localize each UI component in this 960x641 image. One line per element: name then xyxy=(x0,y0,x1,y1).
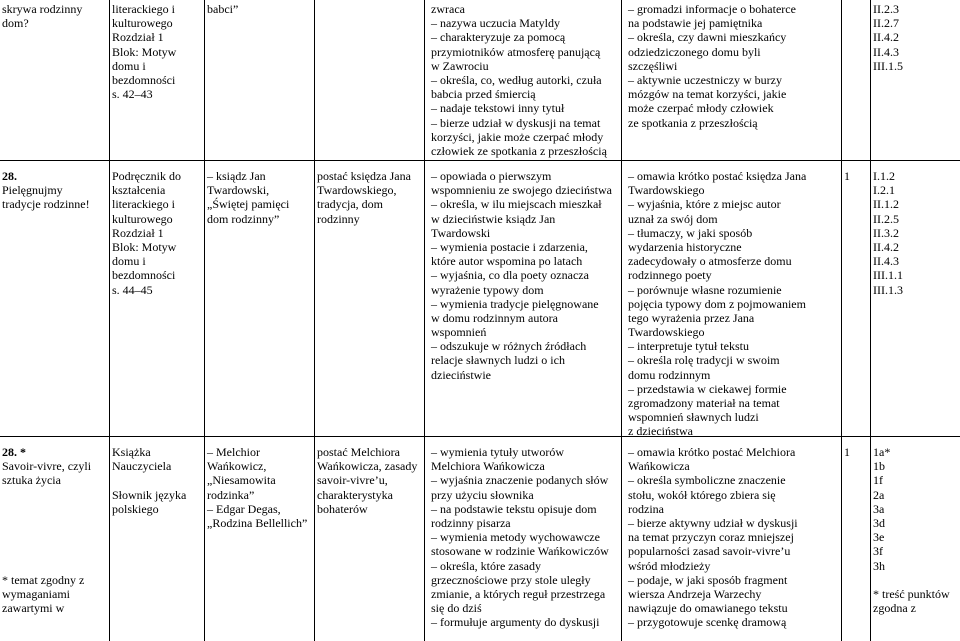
cell-text-line: literackiego i xyxy=(112,2,175,16)
cell-text-line: – określa rolę tradycji w swoim xyxy=(628,353,780,368)
cell-text-line: ze spotkania z przeszłością xyxy=(628,115,758,130)
cell-text-line: – porównuje własne rozumienie xyxy=(628,282,782,297)
cell-text-line: zmianie, a których reguł przestrzega xyxy=(431,586,606,601)
cell-text-line: s. 42–43 xyxy=(112,87,153,102)
cell-text-line: rodzinnego poety xyxy=(628,268,712,283)
cell-text-line: stosowane w rodzinie Wańkowiczów xyxy=(431,544,609,559)
cell-extended-requirements xyxy=(622,2,842,159)
cell-text-line: kształcenia xyxy=(112,183,166,198)
cell-materials xyxy=(110,2,205,159)
cell-text-line: wymaganiami xyxy=(2,586,70,601)
cell-text-line: * temat zgodny z xyxy=(2,572,85,587)
cell-text-line: stołu, wokół którego zbiera się xyxy=(628,487,776,502)
cell-text-line: – omawia krótko postać Melchiora xyxy=(628,445,796,459)
cell-text-line: mózgów na temat korzyści, jakie xyxy=(628,87,787,102)
cell-text-line: bezdomności xyxy=(112,268,176,283)
cell-text-line: Twardowski, xyxy=(207,183,270,198)
row-divider xyxy=(0,436,960,437)
cell-text-line: Książka xyxy=(112,445,151,459)
cell-text-line: Rozdział 1 xyxy=(112,225,164,240)
cell-text-line: w dzieciństwie ksiądz Jan xyxy=(431,211,556,226)
cell-basic-requirements xyxy=(425,2,622,159)
cell-text-line: – gromadzi informacje o bohaterce xyxy=(628,2,796,16)
cell-text-line: babcia przed śmiercią xyxy=(431,87,536,102)
cell-text-line: III.1.1 xyxy=(873,268,903,283)
cell-text-line: – przedstawia w ciekawej formie xyxy=(628,381,787,396)
cell-basic-requirements xyxy=(425,169,622,435)
cell-text-line: – ksiądz Jan xyxy=(207,169,266,183)
cell-text-line: wyrażenie typowy dom xyxy=(431,282,544,297)
cell-text-line: wspomnień xyxy=(431,325,487,340)
cell-text-line: – omawia krótko postać księdza Jana xyxy=(628,169,807,183)
column-divider xyxy=(424,0,425,641)
cell-text-line: 3d xyxy=(873,515,885,530)
cell-text-line: nawiązuje do omawianego tekstu xyxy=(628,601,788,616)
cell-text-line: – wymienia tytuły utworów xyxy=(431,445,564,459)
cell-text-line: II.4.2 xyxy=(873,30,899,45)
cell-text-line: II.2.3 xyxy=(873,2,899,16)
cell-text-line: dom rodzinny” xyxy=(207,211,280,226)
cell-text-line: Melchiora Wańkowicza xyxy=(431,459,545,474)
cell-text-line: postać księdza Jana xyxy=(317,169,411,183)
cell-text-line: człowiek ze spotkania z przeszłością xyxy=(431,143,607,158)
cell-text-line: Twardowskiego, xyxy=(317,183,397,198)
cell-texts xyxy=(205,169,315,435)
cell-text-line: relacje sławnych ludzi o ich xyxy=(431,353,565,368)
cell-text-line: które autor wspomina po latach xyxy=(431,254,583,269)
cell-texts xyxy=(205,445,315,640)
cell-text-line: – wymienia postacie i zdarzenia, xyxy=(431,239,588,254)
cell-text-line: zgodna z xyxy=(873,601,916,616)
cell-text-line: Wańkowicza xyxy=(628,459,690,474)
cell-text-line: się do dziś xyxy=(431,601,482,616)
cell-text-line: rodzinka” xyxy=(207,487,255,502)
cell-text-line: – bierze udział w dyskusji na temat xyxy=(431,115,601,130)
cell-text-line: „Niesamowita xyxy=(207,473,276,488)
cell-text-line: polskiego xyxy=(112,501,159,516)
cell-text-line: pojęcia typowy dom z pojmowaniem xyxy=(628,296,806,311)
cell-text-line: I.2.1 xyxy=(873,183,895,198)
column-divider xyxy=(204,0,205,641)
cell-text-line: 1f xyxy=(873,473,883,488)
column-divider xyxy=(841,0,842,641)
cell-text-line: – odszukuje w różnych źródłach xyxy=(431,339,587,354)
cell-text-line: – interpretuje tytuł tekstu xyxy=(628,339,749,354)
cell-text-line: III.1.3 xyxy=(873,282,903,297)
cell-text-line: skrywa rodzinny xyxy=(2,2,83,16)
cell-text-line: odziedziczonego domu byli xyxy=(628,44,761,59)
cell-text-line: II.4.3 xyxy=(873,44,899,59)
cell-text-line: Rozdział 1 xyxy=(112,30,164,45)
cell-text-line: w domu rodzinnym autora xyxy=(431,310,558,325)
cell-text-line: II.2.5 xyxy=(873,211,899,226)
cell-text-line: s. 44–45 xyxy=(112,282,153,297)
cell-text-line: – określa, w ilu miejscach mieszkał xyxy=(431,197,602,212)
column-divider xyxy=(109,0,110,641)
cell-text-line: 28. * xyxy=(2,445,26,459)
cell-text-line: 1b xyxy=(873,459,885,474)
cell-text-line: zawartymi w xyxy=(2,600,65,615)
cell-text-line: 1 xyxy=(844,169,850,183)
cell-text-line: II.1.2 xyxy=(873,197,899,212)
cell-extended-requirements xyxy=(622,169,842,435)
cell-text-line: Wańkowicza, zasady xyxy=(317,459,418,474)
cell-text-line: Wańkowicz, xyxy=(207,459,267,474)
cell-topic xyxy=(0,169,110,435)
cell-text-line: – tłumaczy, w jaki sposób xyxy=(628,225,753,240)
cell-text-line: rodzinny pisarza xyxy=(431,515,511,530)
cell-text-line: babci” xyxy=(207,2,239,16)
cell-text-line: bohaterów xyxy=(317,501,368,516)
cell-text-line: III.1.5 xyxy=(873,58,903,73)
cell-text-line: popularności zasad savoir-vivre’u xyxy=(628,544,791,559)
cell-text-line: 2a xyxy=(873,487,885,502)
cell-text-line: I.1.2 xyxy=(873,169,895,183)
cell-text-line: 3h xyxy=(873,558,885,573)
cell-text-line: Słownik języka xyxy=(112,487,187,502)
cell-text-line: Pielęgnujmy xyxy=(2,183,63,198)
cell-text-line: rodzinny xyxy=(317,211,360,226)
cell-text-line: – określa, co, według autorki, czuła xyxy=(431,72,602,87)
cell-standards xyxy=(871,2,960,159)
cell-text-line: na podstawie jej pamiętnika xyxy=(628,16,763,31)
column-divider xyxy=(314,0,315,641)
spacer xyxy=(2,488,108,573)
cell-text-line: II.4.3 xyxy=(873,254,899,269)
cell-text-line: wspomnień sławnych ludzi xyxy=(628,410,759,425)
cell-text-line: 1a* xyxy=(873,445,891,459)
cell-text-line: Blok: Motyw xyxy=(112,239,177,254)
cell-text-line xyxy=(112,473,203,487)
cell-text-line: w Zawrociu xyxy=(431,58,489,73)
cell-text-line: przy użyciu słownika xyxy=(431,487,534,502)
cell-text-line: korzyści, jakie może czerpać młody xyxy=(431,129,604,144)
cell-text-line: rodzina xyxy=(628,501,664,516)
cell-text-line: – aktywnie uczestniczy w burzy xyxy=(628,72,782,87)
cell-basic-requirements xyxy=(425,445,622,640)
cell-standards xyxy=(871,169,960,435)
cell-text-line: kulturowego xyxy=(112,16,173,31)
cell-text-line: 1 xyxy=(844,445,850,459)
cell-text-line: – opowiada o pierwszym xyxy=(431,169,552,183)
column-divider xyxy=(621,0,622,641)
cell-text-line: zwraca xyxy=(431,2,465,16)
cell-text-line: – formułuje argumenty do dyskusji xyxy=(431,615,600,630)
cell-text-line: – charakteryzuje za pomocą xyxy=(431,30,566,45)
cell-text-line: na temat przyczyn coraz mniejszej xyxy=(628,530,794,545)
cell-text-line: – nadaje tekstowi inny tytuł xyxy=(431,101,565,116)
cell-topic xyxy=(0,445,110,640)
cell-text-line: – Melchior xyxy=(207,445,260,459)
cell-text-line: z dzieciństwa xyxy=(628,424,693,435)
cell-text-line: – wyjaśnia, co dla poety oznacza xyxy=(431,268,589,283)
cell-hours xyxy=(842,2,871,159)
cell-concepts xyxy=(315,445,425,640)
cell-text-line: savoir-vivre’u, xyxy=(317,473,388,488)
cell-text-line: Blok: Motyw xyxy=(112,44,177,59)
cell-text-line: II.4.2 xyxy=(873,239,899,254)
cell-extended-requirements xyxy=(622,445,842,640)
cell-topic xyxy=(0,2,110,159)
cell-text-line: szczęśliwi xyxy=(628,58,678,73)
cell-text-line: 3e xyxy=(873,530,885,545)
cell-text-line: II.2.7 xyxy=(873,16,899,31)
cell-text-line: bezdomności xyxy=(112,72,176,87)
cell-text-line: 28. xyxy=(2,169,17,183)
cell-text-line: uznał za swój dom xyxy=(628,211,718,226)
cell-text-line: – wyjaśnia znaczenie podanych słów xyxy=(431,473,609,488)
cell-text-line: dom? xyxy=(2,16,29,31)
cell-text-line: może czerpać młody człowiek xyxy=(628,101,774,116)
cell-text-line: – wymienia tradycje pielęgnowane xyxy=(431,296,599,311)
cell-text-line: – określa symboliczne znaczenie xyxy=(628,473,786,488)
cell-text-line: tego wyrażenia przez Jana xyxy=(628,310,755,325)
cell-text-line: domu rodzinnym xyxy=(628,367,711,382)
cell-text-line: – Edgar Degas, xyxy=(207,501,281,516)
cell-text-line: literackiego i xyxy=(112,197,175,212)
cell-text-line: Podręcznik do xyxy=(112,169,181,183)
cell-standards xyxy=(871,445,960,640)
cell-text-line: – podaje, w jaki sposób fragment xyxy=(628,572,788,587)
cell-text-line: zgromadzony materiał na temat xyxy=(628,396,780,410)
cell-text-line xyxy=(873,573,958,587)
cell-concepts xyxy=(315,169,425,435)
cell-texts xyxy=(205,2,315,159)
cell-text-line: przymiotników atmosferę panującą xyxy=(431,44,601,59)
cell-text-line: kulturowego xyxy=(112,211,173,226)
cell-hours xyxy=(842,445,871,640)
cell-text-line: – przygotowuje scenkę dramową xyxy=(628,615,787,630)
cell-text-line: Twardowskiego xyxy=(628,183,705,198)
cell-text-line: domu i xyxy=(112,58,146,73)
cell-materials xyxy=(110,445,205,640)
cell-text-line: 3f xyxy=(873,544,883,559)
cell-text-line: – nazywa uczucia Matyldy xyxy=(431,16,560,31)
cell-text-line: Nauczyciela xyxy=(112,459,172,474)
cell-text-line: wspomnieniu ze swojego dzieciństwa xyxy=(431,183,612,198)
cell-text-line: – wyjaśnia, które z miejsc autor xyxy=(628,197,781,212)
cell-text-line: wydarzenia historyczne xyxy=(628,239,742,254)
cell-text-line: II.3.2 xyxy=(873,225,899,240)
cell-text-line: wiersza Andrzeja Warzechy xyxy=(628,586,762,601)
cell-text-line: postać Melchiora xyxy=(317,445,400,459)
cell-text-line: – bierze aktywny udział w dyskusji xyxy=(628,515,798,530)
cell-text-line: * treść punktów xyxy=(873,586,950,601)
cell-text-line: Savoir-vivre, czyli xyxy=(2,459,92,474)
cell-hours xyxy=(842,169,871,435)
cell-text-line: – wymienia metody wychowawcze xyxy=(431,530,600,545)
cell-text-line: – określa, czy dawni mieszkańcy xyxy=(628,30,787,45)
cell-text-line: grzecznościowe przy stole uległy xyxy=(431,572,591,587)
cell-text-line: wśród młodzieży xyxy=(628,558,711,573)
cell-text-line: – określa, które zasady xyxy=(431,558,541,573)
cell-text-line: charakterystyka xyxy=(317,487,393,502)
cell-text-line: Twardowski xyxy=(431,225,491,240)
cell-text-line: dzieciństwie xyxy=(431,367,491,382)
cell-text-line: „Świętej pamięci xyxy=(207,197,290,212)
cell-materials xyxy=(110,169,205,435)
cell-text-line: sztuka życia xyxy=(2,473,61,488)
cell-text-line: tradycje rodzinne! xyxy=(2,197,90,212)
row-divider xyxy=(0,160,960,161)
cell-text-line: zadecydowały o atmosferze domu xyxy=(628,254,792,269)
cell-text-line: Twardowskiego xyxy=(628,325,705,340)
cell-concepts xyxy=(315,2,425,159)
cell-text-line: „Rodzina Bellellich” xyxy=(207,515,308,530)
cell-text-line: tradycja, dom xyxy=(317,197,383,212)
column-divider xyxy=(870,0,871,641)
cell-text-line: domu i xyxy=(112,254,146,269)
cell-text-line: 3a xyxy=(873,501,885,516)
cell-text-line: – na podstawie tekstu opisuje dom xyxy=(431,501,597,516)
